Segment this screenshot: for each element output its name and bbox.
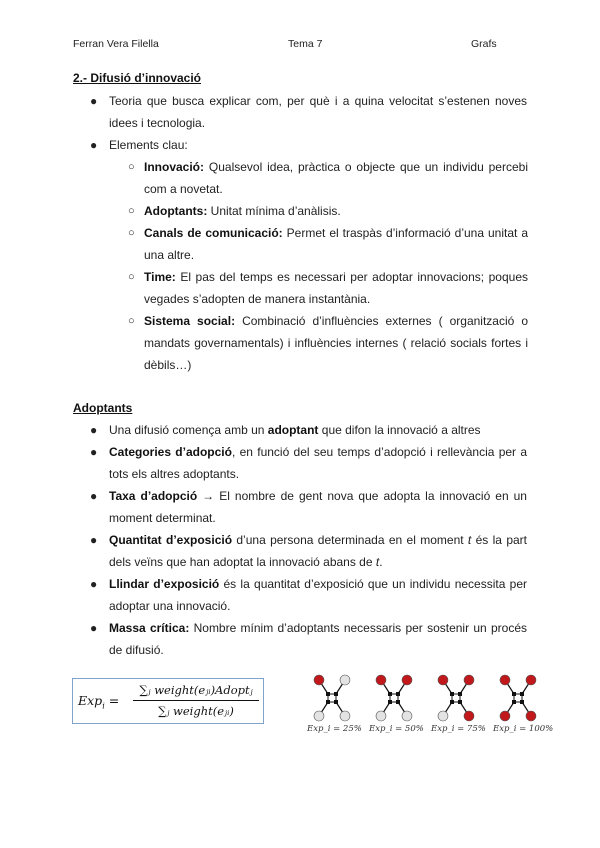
bullet-circle-icon: ○ xyxy=(128,161,135,173)
bullet-circle-icon: ○ xyxy=(128,227,135,239)
adopted-node xyxy=(526,675,536,685)
exposure-formula xyxy=(72,678,264,724)
adopters-list xyxy=(0,419,600,661)
adopted-node xyxy=(464,711,474,721)
fraction-bar xyxy=(133,700,259,701)
formula-fraction xyxy=(133,682,259,720)
bullet-dot-icon: ● xyxy=(90,489,98,503)
bullet-circle-icon: ○ xyxy=(128,315,135,327)
network-diagram xyxy=(314,675,350,721)
header-topic: Tema 7 xyxy=(288,38,323,50)
list-item: ● Quantitat d’exposició d’una persona determinada en el moment t és la part dels veïns que han adoptat la innovació abans de t. xyxy=(0,529,527,573)
adopted-node xyxy=(500,711,510,721)
adopted-node xyxy=(314,675,324,685)
list-item: ● Massa crítica: Nombre mínim d’adoptants necessaris per sostenir un procés de difusió. xyxy=(0,617,527,661)
bullet-circle-icon: ○ xyxy=(128,271,135,283)
list-item-time: ○ Time: El pas del temps es necessari per adoptar innovacions; poques vegades s’adopten de manera instantània. xyxy=(0,266,528,310)
list-item: ● Llindar d’exposició és la quantitat d’exposició que un individu necessita per adoptar una innovació. xyxy=(0,573,527,617)
non-adopted-node xyxy=(340,675,350,685)
adopted-node xyxy=(376,675,386,685)
network-diagram xyxy=(438,675,474,721)
list-item: ● Taxa d’adopció → El nombre de gent nova que adopta la innovació en un moment determinat. xyxy=(0,485,527,529)
non-adopted-node xyxy=(340,711,350,721)
adopted-node xyxy=(526,711,536,721)
non-adopted-node xyxy=(438,711,448,721)
network-diagram xyxy=(376,675,412,721)
list-item: ● Elements clau: xyxy=(0,134,527,156)
bullet-dot-icon: ● xyxy=(90,621,98,635)
list-item: ● Una difusió comença amb un adoptant que difon la innovació a altres xyxy=(0,419,527,441)
network-label: Exp_i = 50% xyxy=(369,724,424,734)
list-item-social-system: ○ Sistema social: Combinació d’influències externes ( organització o mandats governamentals) i influències internes ( relació socials fortes i dèbils…) xyxy=(0,310,528,376)
network-label: Exp_i = 25% xyxy=(307,724,362,734)
non-adopted-node xyxy=(314,711,324,721)
bullet-dot-icon: ● xyxy=(90,138,98,152)
list-item-innovation: ○ Innovació: Qualsevol idea, pràctica o objecte que un individu percebi com a novetat. xyxy=(0,156,528,200)
non-adopted-node xyxy=(402,711,412,721)
formula-lhs: Exp$_i$ = xyxy=(78,693,120,711)
bullet-dot-icon: ● xyxy=(90,533,98,547)
bullet-dot-icon: ● xyxy=(90,577,98,591)
formula-denominator: ∑ⱼ weight(eⱼᵢ) xyxy=(158,704,234,718)
adopted-node xyxy=(438,675,448,685)
network-diagram xyxy=(500,675,536,721)
adopted-node xyxy=(464,675,474,685)
bullet-circle-icon: ○ xyxy=(128,205,135,217)
adopted-node xyxy=(500,675,510,685)
list-item-channels: ○ Canals de comunicació: Permet el traspàs d’informació d’una unitat a una altre. xyxy=(0,222,528,266)
bullet-dot-icon: ● xyxy=(90,445,98,459)
network-label: Exp_i = 75% xyxy=(431,724,486,734)
list-item: ● Categories d’adopció, en funció del seu temps d’adopció i rellevància per a tots els altres adoptants. xyxy=(0,441,527,485)
bullet-dot-icon: ● xyxy=(90,423,98,437)
header-author: Ferran Vera Filella xyxy=(73,38,159,50)
diffusion-list xyxy=(0,90,600,376)
header-subject: Grafs xyxy=(471,38,497,50)
bullet-dot-icon: ● xyxy=(90,94,98,108)
exposure-network-figures xyxy=(305,668,565,738)
network-label: Exp_i = 100% xyxy=(493,724,554,734)
section-title-diffusion: 2.- Difusió d’innovació xyxy=(73,71,202,85)
adopted-node xyxy=(402,675,412,685)
formula-numerator: ∑ⱼ weight(eⱼᵢ)Adoptⱼ xyxy=(139,683,253,697)
list-item-adopters: ○ Adoptants: Unitat mínima d’anàlisis. xyxy=(0,200,528,222)
non-adopted-node xyxy=(376,711,386,721)
list-item: ● Teoria que busca explicar com, per què i a quina velocitat s’estenen noves idees i tecnologia. xyxy=(0,90,527,134)
section-title-adopters: Adoptants xyxy=(73,401,133,415)
